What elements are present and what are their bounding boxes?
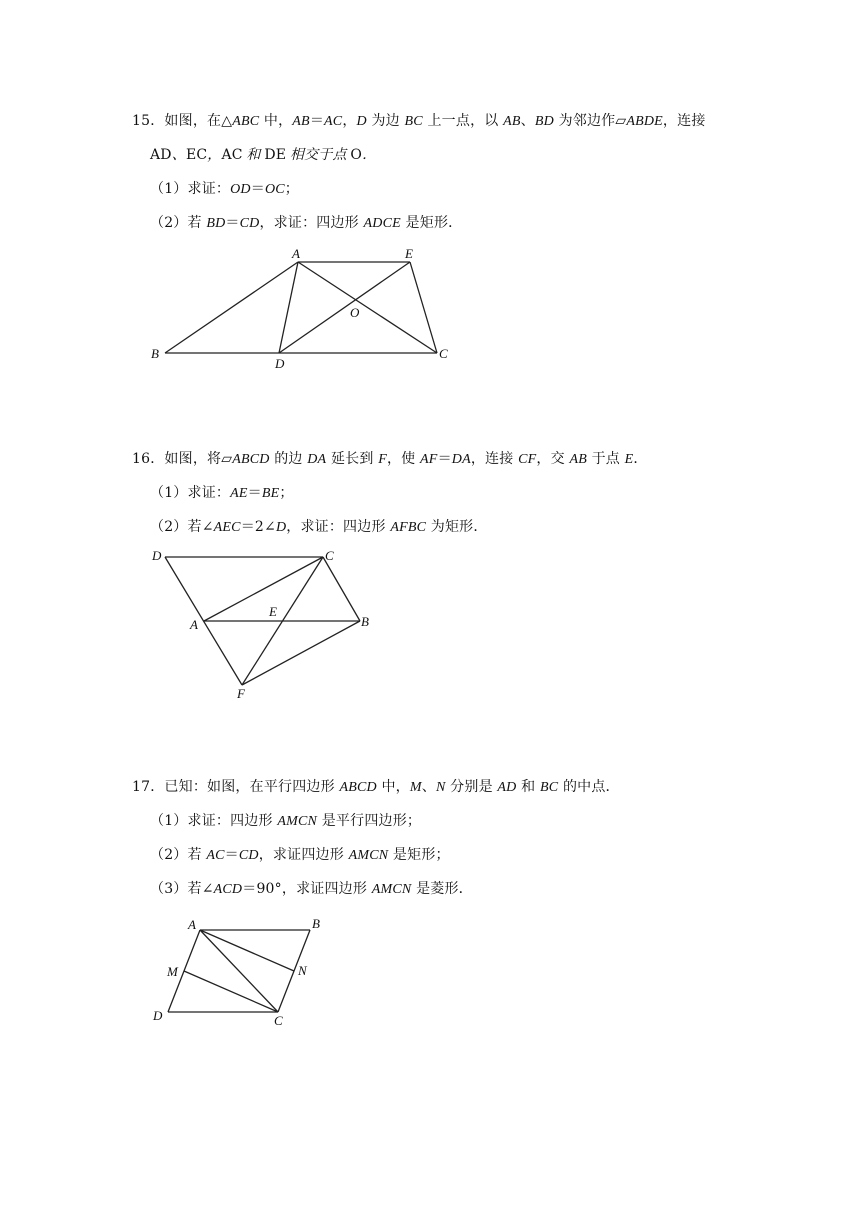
math-var: D (356, 114, 367, 129)
text-run: 是平行四边形； (317, 813, 422, 829)
math-var: F (378, 452, 387, 467)
math-var: AC (324, 114, 343, 129)
math-var: AC (206, 848, 225, 863)
label-m: M (167, 964, 178, 979)
text-run: ＝2∠ (240, 519, 276, 535)
q16-line-1 (132, 449, 648, 470)
text-run: 是矩形． (400, 215, 463, 231)
math-var: BE (261, 486, 280, 501)
q15-line-2 (150, 145, 376, 166)
label-b: B (361, 614, 369, 629)
label-n: N (298, 963, 307, 978)
math-var: ABC (232, 114, 260, 129)
text-run: 中， (259, 113, 293, 129)
segment-de (279, 262, 410, 353)
segment-an (200, 930, 294, 971)
math-var: AE (230, 486, 248, 501)
text-run: ， (342, 113, 357, 129)
text-run: ＝90°，求证四边形 (242, 881, 372, 897)
q15-sub-1 (150, 179, 299, 200)
text-run: （3）若∠ (150, 881, 214, 897)
text-run: （1）求证： (150, 485, 231, 501)
q15-figure (140, 240, 470, 380)
math-var: ADCE (363, 216, 401, 231)
segment-ad (279, 262, 298, 353)
q16-figure (145, 543, 385, 703)
text-run: ． (633, 451, 648, 467)
segment-ba (165, 262, 298, 353)
text-run: ； (279, 485, 294, 501)
label-o: O (350, 305, 360, 320)
text-run: 15．如图，在△ (132, 113, 233, 129)
text-run: （1）求证：四边形 (150, 813, 278, 829)
text-run: 中， (376, 779, 410, 795)
math-var: BD (534, 114, 554, 129)
label-e: E (405, 246, 413, 261)
segment-fb (242, 621, 360, 685)
math-var: AB (569, 452, 587, 467)
label-f: F (237, 686, 245, 701)
q17-sub-1 (150, 811, 421, 832)
math-var: CD (239, 216, 260, 231)
math-var: N (435, 780, 446, 795)
text-run: 于点 (586, 451, 625, 467)
math-var: AB (503, 114, 521, 129)
math-var: DA (307, 452, 327, 467)
text-run: AC (221, 147, 243, 163)
segment-cb (323, 557, 360, 621)
math-var: DA (451, 452, 471, 467)
math-var: AF (420, 452, 438, 467)
label-b: B (151, 346, 159, 361)
text-run: 和 (516, 779, 540, 795)
q17-figure (145, 908, 345, 1033)
text-run: ＝ (224, 847, 239, 863)
q16-sub-2 (150, 517, 488, 538)
text-run: ，求证：四边形 (286, 519, 391, 535)
q15-sub-2 (150, 213, 462, 234)
math-var: 和 (242, 148, 265, 163)
segment-ac (204, 557, 323, 621)
math-var: AMCN (371, 882, 412, 897)
math-var: M (409, 780, 422, 795)
text-run: 上一点，以 (422, 113, 504, 129)
math-var: CD (238, 848, 259, 863)
text-run: （2）若 (150, 847, 207, 863)
label-d: D (152, 548, 162, 563)
math-var: ． (362, 148, 377, 163)
math-var: OD (230, 182, 251, 197)
math-var: ABCD (339, 780, 377, 795)
math-var: AMCN (277, 814, 318, 829)
q17-line-1 (132, 777, 620, 798)
q17-sub-3 (150, 879, 473, 900)
text-run: ，连接 (662, 113, 706, 129)
text-run: ＝ (247, 485, 262, 501)
text-run: 分别是 (445, 779, 498, 795)
math-var: CF (518, 452, 537, 467)
math-var: ACD (213, 882, 243, 897)
text-run: ＝ (437, 451, 452, 467)
label-a: A (190, 617, 198, 632)
label-d: D (275, 356, 285, 371)
math-var: E (624, 452, 634, 467)
text-run: 的边 (269, 451, 308, 467)
segment-ac (200, 930, 278, 1012)
math-var: ， (207, 148, 222, 163)
segment-ec (410, 262, 437, 353)
label-c: C (325, 548, 334, 563)
math-var: 相交于点 (286, 148, 351, 163)
text-run: ＝ (309, 113, 325, 129)
math-var: BC (540, 780, 559, 795)
text-run: 为矩形． (426, 519, 488, 535)
label-a: A (188, 917, 196, 932)
text-run: 、 (421, 779, 436, 795)
math-var: ABCD (232, 452, 270, 467)
label-d: D (153, 1008, 163, 1023)
text-run: （2）若∠ (150, 519, 214, 535)
text-run: 是矩形； (388, 847, 450, 863)
math-var: BD (206, 216, 226, 231)
text-run: 延长到 (326, 451, 379, 467)
q16-sub-1 (150, 483, 294, 504)
math-var: 、 (171, 148, 186, 163)
text-run: ，交 (536, 451, 570, 467)
text-run: （2）若 (150, 215, 207, 231)
math-var: AMCN (348, 848, 389, 863)
math-var: AFBC (390, 520, 427, 535)
text-run: （1）求证： (150, 181, 231, 197)
label-b: B (312, 916, 320, 931)
math-var: ABDE (626, 114, 663, 129)
q15-line-1 (132, 111, 706, 132)
text-run: 16．如图，将▱ (132, 451, 233, 467)
q17-sub-2 (150, 845, 450, 866)
text-run: ＝ (250, 181, 265, 197)
text-run: 的中点． (558, 779, 620, 795)
math-var: D (275, 520, 287, 535)
math-var: AEC (213, 520, 241, 535)
segment-ac (298, 262, 437, 353)
text-run: 为邻边作▱ (553, 113, 627, 129)
math-var: BC (404, 114, 423, 129)
text-run: AD (150, 147, 172, 163)
text-run: ，使 (386, 451, 421, 467)
text-run: ，求证四边形 (258, 847, 349, 863)
text-run: 为边 (366, 113, 405, 129)
text-run: O (350, 147, 363, 163)
math-var: OC (264, 182, 285, 197)
text-run: ＝ (225, 215, 240, 231)
label-c: C (439, 346, 448, 361)
text-run: ，求证：四边形 (259, 215, 364, 231)
text-run: 17．已知：如图，在平行四边形 (132, 779, 340, 795)
text-run: DE (264, 147, 287, 163)
math-var: AB (292, 114, 310, 129)
label-a: A (292, 246, 300, 261)
text-run: 是菱形． (411, 881, 473, 897)
text-run: ； (284, 181, 299, 197)
segment-mc (184, 971, 278, 1012)
label-c: C (274, 1013, 283, 1028)
math-var: AD (497, 780, 517, 795)
label-e: E (269, 604, 277, 619)
text-run: 、 (520, 113, 535, 129)
text-run: EC (185, 147, 208, 163)
text-run: ，连接 (470, 451, 519, 467)
